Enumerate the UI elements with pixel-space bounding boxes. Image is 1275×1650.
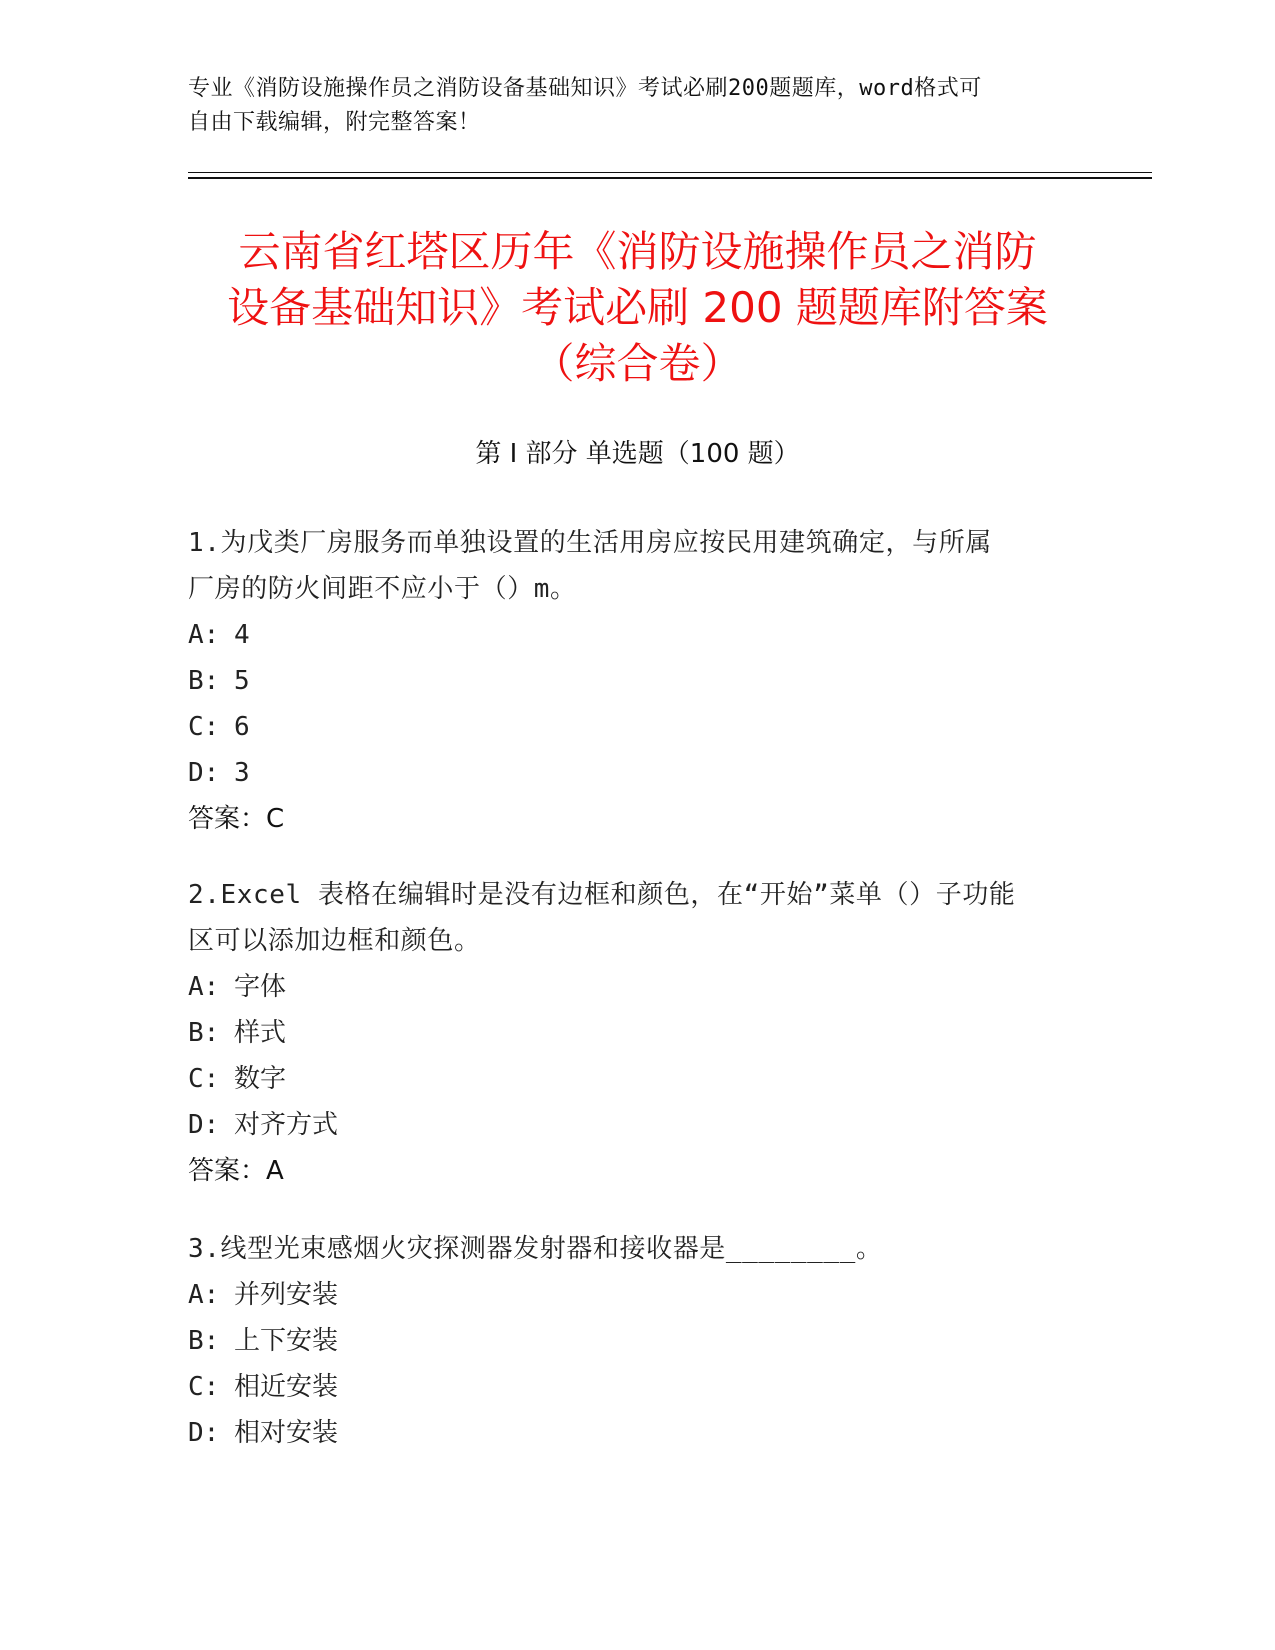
header-divider-thin: [188, 172, 1152, 173]
option-text: 字体: [234, 972, 287, 1002]
option-text: 上下安装: [234, 1326, 339, 1356]
answer: 答案：C: [188, 804, 285, 834]
option-letter: B:: [188, 1326, 220, 1356]
option-b: [188, 658, 1088, 704]
option-a: [188, 612, 1088, 658]
option-text: 对齐方式: [234, 1110, 339, 1140]
header-note-line-1: 专业《消防设施操作员之消防设备基础知识》考试必刷200题题库，word格式可: [188, 76, 982, 101]
header-note-line-2: 自由下载编辑，附完整答案！: [188, 110, 481, 135]
option-c: [188, 704, 1088, 750]
option-c: [188, 1364, 1088, 1410]
section-title: 第 I 部分 单选题（100 题）: [475, 439, 800, 469]
option-text: 6: [234, 712, 250, 742]
option-d: [188, 750, 1088, 796]
question-3: [188, 1226, 1088, 1456]
option-letter: C:: [188, 1372, 220, 1402]
question-text-line: 2.Excel 表格在编辑时是没有边框和颜色，在“开始”菜单（）子功能: [188, 880, 1016, 910]
question-text-line: 3.线型光束感烟火灾探测器发射器和接收器是________。: [188, 1234, 883, 1264]
document-title-line-3: （综合卷）: [532, 339, 743, 388]
document-title: [150, 224, 1125, 392]
option-a: [188, 1272, 1088, 1318]
answer: 答案：A: [188, 1156, 284, 1186]
option-letter: A:: [188, 972, 220, 1002]
option-c: [188, 1056, 1088, 1102]
option-letter: B:: [188, 1018, 220, 1048]
option-text: 相近安装: [234, 1372, 339, 1402]
option-letter: A:: [188, 620, 220, 650]
option-d: [188, 1410, 1088, 1456]
option-text: 3: [234, 758, 250, 788]
question-text-line: 1.为戊类厂房服务而单独设置的生活用房应按民用建筑确定，与所属: [188, 528, 992, 558]
option-d: [188, 1102, 1088, 1148]
question-2: [188, 872, 1088, 1194]
option-letter: C:: [188, 712, 220, 742]
option-text: 并列安装: [234, 1280, 339, 1310]
question-text-line: 厂房的防火间距不应小于（）m。: [188, 574, 577, 604]
option-b: [188, 1010, 1088, 1056]
option-letter: B:: [188, 666, 220, 696]
option-b: [188, 1318, 1088, 1364]
option-letter: D:: [188, 1110, 220, 1140]
header-note: [188, 72, 1088, 140]
option-text: 相对安装: [234, 1418, 339, 1448]
option-text: 5: [234, 666, 250, 696]
question-1: [188, 520, 1088, 842]
option-text: 样式: [234, 1018, 287, 1048]
option-letter: D:: [188, 758, 220, 788]
document-title-line-1: 云南省红塔区历年《消防设施操作员之消防: [238, 227, 1037, 276]
option-letter: C:: [188, 1064, 220, 1094]
question-text-line: 区可以添加边框和颜色。: [188, 926, 481, 956]
document-title-line-2: 设备基础知识》考试必刷 200 题题库附答案: [227, 283, 1048, 332]
header-divider-thick: [188, 177, 1152, 179]
option-text: 4: [234, 620, 250, 650]
option-text: 数字: [234, 1064, 287, 1094]
option-a: [188, 964, 1088, 1010]
option-letter: A:: [188, 1280, 220, 1310]
option-letter: D:: [188, 1418, 220, 1448]
